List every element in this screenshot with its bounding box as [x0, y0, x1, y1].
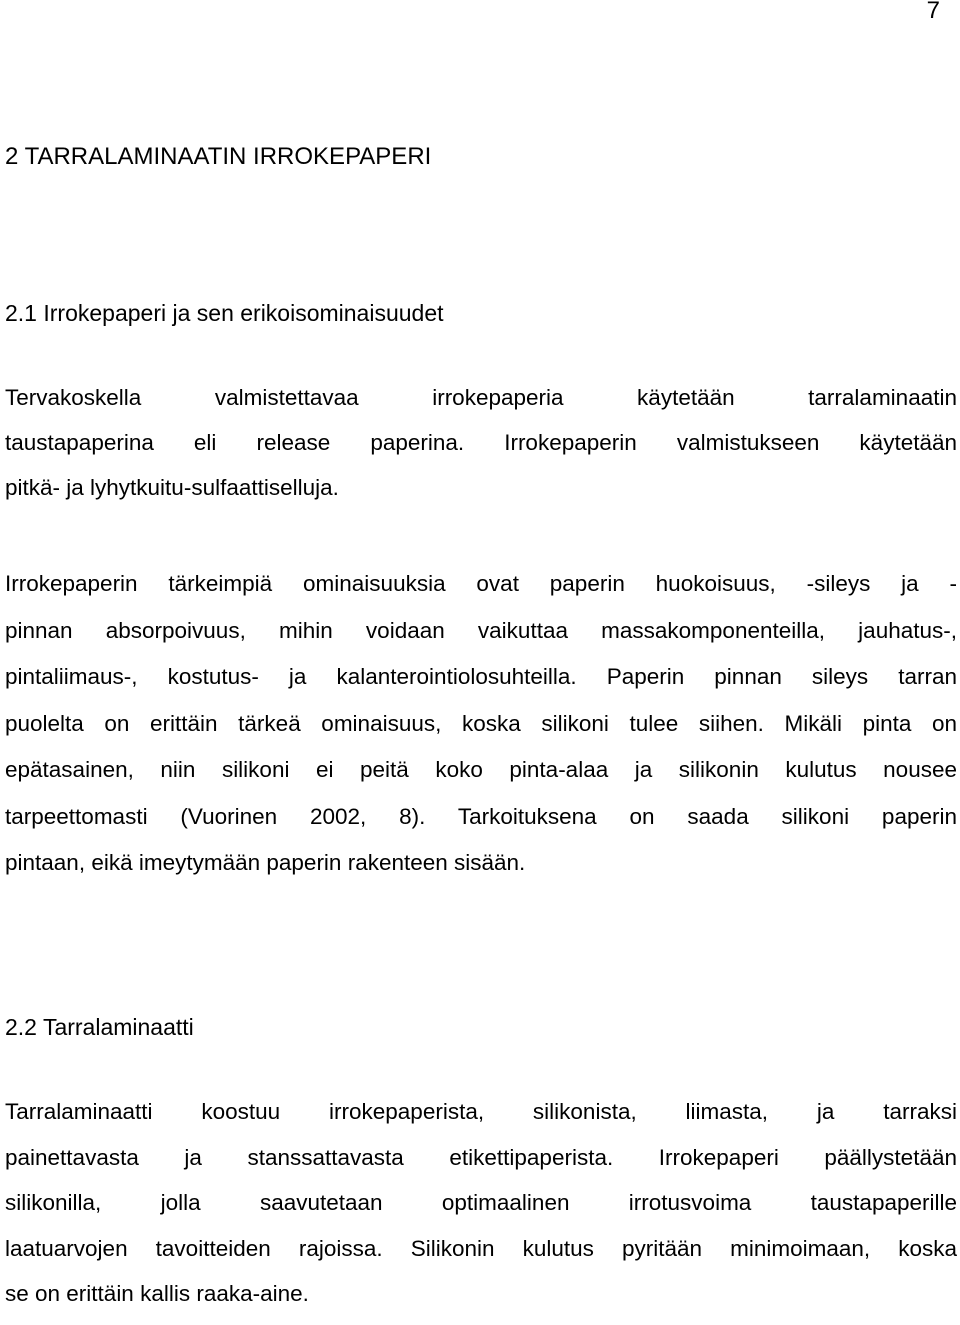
paragraph-line: puolelta on erittäin tärkeä ominaisuus, koska silikoni tulee siihen. Mikäli pinta on [5, 710, 957, 736]
section-title: 2.1 Irrokepaperi ja sen erikoisominaisuudet [5, 300, 444, 326]
paragraph-line: pintaan, eikä imeytymään paperin rakenteen sisään. [5, 850, 526, 875]
paragraph-line: Tervakoskella valmistettavaa irrokepaperia käytetään tarralaminaatin [5, 385, 957, 410]
paragraph-line: Tarralaminaatti koostuu irrokepaperista, silikonista, liimasta, ja tarraksi [5, 1099, 957, 1124]
paragraph-line: pitkä- ja lyhytkuitu-sulfaattiselluja. [5, 475, 339, 500]
paragraph-line: taustapaperina eli release paperina. Irrokepaperin valmistukseen käytetään [5, 430, 957, 455]
section-title: 2.2 Tarralaminaatti [5, 1014, 194, 1040]
chapter-title: 2 TARRALAMINAATIN IRROKEPAPERI [5, 143, 432, 170]
paragraph-line: pintaliimaus-, kostutus- ja kalanterointiolosuhteilla. Paperin pinnan sileys tarran [5, 664, 957, 689]
paragraph-line: painettavasta ja stanssattavasta etikettipaperista. Irrokepaperi päällystetään [5, 1144, 957, 1170]
paragraph-line: tarpeettomasti (Vuorinen 2002, 8). Tarkoituksena on saada silikoni paperin [5, 803, 957, 829]
paragraph-line: pinnan absorpoivuus, mihin voidaan vaikuttaa massakomponenteilla, jauhatus-, [5, 617, 957, 643]
page-number: 7 [926, 0, 940, 24]
paragraph-line: silikonilla, jolla saavutetaan optimaalinen irrotusvoima taustapaperille [5, 1190, 957, 1215]
paragraph [5, 1097, 957, 1325]
paragraph-line: Irrokepaperin tärkeimpiä ominaisuuksia ovat paperin huokoisuus, -sileys ja - [5, 571, 957, 596]
paragraph-line: se on erittäin kallis raaka-aine. [5, 1281, 309, 1306]
paragraph [5, 383, 957, 518]
paragraph-line: epätasainen, niin silikoni ei peitä koko pinta-alaa ja silikonin kulutus nousee [5, 757, 957, 782]
paragraph [5, 569, 957, 895]
paragraph-line: laatuarvojen tavoitteiden rajoissa. Silikonin kulutus pyritään minimoimaan, koska [5, 1235, 957, 1261]
